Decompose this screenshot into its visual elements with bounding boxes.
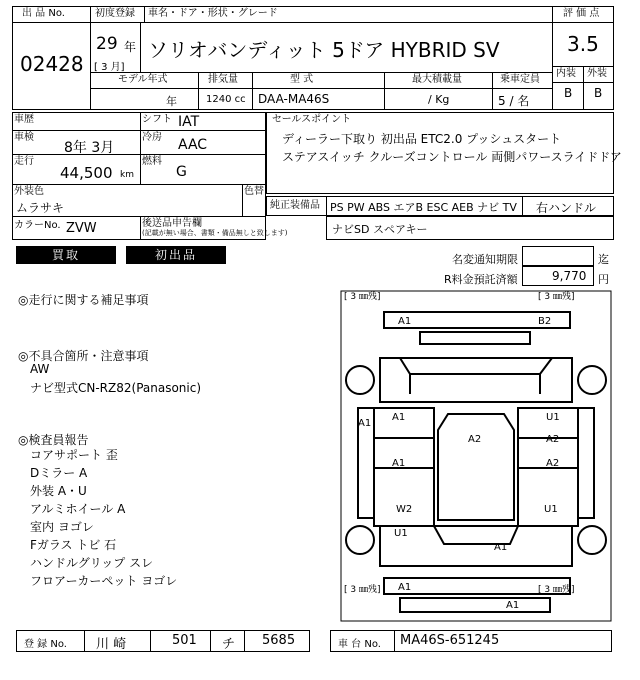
shift-label: シフト [142,114,172,125]
inspector-item: フロアーカーペット ヨゴレ [30,574,178,588]
lot-label: 出 品 No. [22,8,65,19]
driving-notes-title: ◎走行に関する補足事項 [18,293,149,307]
reg-label: 登 録 No. [24,639,67,650]
max-load-value: / Kg [428,93,450,106]
defect-item: AW [30,362,50,376]
right-rear-qtr-label: U1 [544,504,558,515]
inspector-title: ◎検査員報告 [18,433,89,447]
ac-label: 冷房 [142,132,162,143]
sales-point-line-2: ステアスイッチ クルーズコントロール 両側パワースライドドア [282,150,622,164]
left-rear-wheel-label: U1 [394,528,408,539]
first-reg-month: [ 3 月] [94,62,125,73]
car-name: ソリオバンディット 5ドア HYBRID SV [148,38,500,62]
max-load-label: 最大積載量 [412,74,462,85]
aftermarket-label: 後送品申告欄 [142,218,202,229]
rear-bumper-label: A1 [398,582,412,593]
inspection-value: 8年 3月 [64,140,115,156]
inspector-item: ハンドルグリップ スレ [30,556,154,570]
tire-label: [ 3 ㎜残] [538,292,575,302]
lot-number: 02428 [20,52,84,76]
chassis-label: 車 台 No. [338,639,381,650]
inspector-item: コアサポート 歪 [30,448,118,462]
car-name-label: 車名・ドア・形状・グレード [148,8,278,19]
inspector-item: 外装 A・U [30,484,87,498]
recycle-label: R料金預託済額 [444,273,518,286]
exterior-label: 外装 [587,68,607,79]
tire-label: [ 3 ㎜残] [538,585,575,595]
model-year-label: モデル年式 [118,74,168,85]
defects-title: ◎不具合箇所・注意事項 [18,349,149,363]
inspection-label: 車検 [14,132,34,143]
fuel-value: G [176,164,187,180]
capacity-label: 乗車定員 [500,74,540,85]
reg-place: 川 崎 [96,637,127,652]
inspector-item: 室内 ヨゴレ [30,520,94,534]
model-year-unit: 年 [166,95,177,108]
defect-item: ナビ型式CN-RZ82(Panasonic) [30,381,202,395]
interior-label: 内装 [556,68,576,79]
chassis-number: MA46S-651245 [400,633,500,648]
first-listing-badge: 初出品 [126,246,226,264]
fuel-label: 燃料 [142,156,162,167]
right-rear-door-label: A2 [546,458,560,469]
year-unit: 年 [124,40,137,54]
interior-grade: B [564,86,573,100]
std-equip-label: 純正装備品 [270,200,320,211]
color-no-label: カラーNo. [14,220,61,231]
reg-kana: チ [222,637,236,652]
recycle-value: 9,770 [552,269,587,283]
recycle-unit: 円 [598,273,609,286]
first-reg-label: 初度登録 [95,8,135,19]
score-value: 3.5 [567,32,599,56]
displacement-label: 排気量 [208,74,238,85]
left-rear-door-label: A1 [392,458,406,469]
steering-value: 右ハンドル [536,201,597,215]
reg-class: 501 [172,633,197,648]
rear-bumper-label: A1 [506,600,520,611]
front-bumper-label: A1 [398,316,412,327]
name-change-unit: 迄 [598,253,609,266]
front-bumper-label: B2 [538,316,552,327]
ext-color-value: ムラサキ [16,201,65,215]
left-rear-qtr-label: W2 [396,504,413,515]
history-label: 車歴 [14,114,34,125]
trunk-label: A1 [494,542,508,553]
std-equip-value: PS PW ABS エアB ESC AEB ナビ TV [330,201,517,214]
name-change-box [522,246,594,266]
left-fender-label: A1 [358,418,372,429]
mileage-value: 44,500 [60,164,113,182]
model-type-label: 型 式 [290,74,314,85]
aftermarket-note: (記載が無い場合、書類・備品無しと致します) [142,229,288,237]
roof-label: A2 [468,434,482,445]
ac-value: AAC [178,137,208,153]
aftermarket-value: ナビSD スペアキー [332,223,428,236]
reg-number: 5685 [262,633,296,648]
tire-label: [ 3 ㎜残] [344,292,381,302]
name-change-label: 名変通知期限 [452,253,518,266]
repaint-label: 色替 [244,186,264,197]
color-no-value: ZVW [66,221,97,236]
score-label: 評 価 点 [563,8,600,19]
mileage-label: 走行 [14,156,34,167]
model-type-value: DAA-MA46S [258,92,330,106]
exterior-grade: B [594,86,603,100]
car-damage-diagram [340,290,612,622]
right-front-door-label: A2 [546,434,560,445]
sales-point-line-1: ディーラー下取り 初出品 ETC2.0 プッシュスタート [282,132,562,146]
tire-label: [ 3 ㎜残] [344,585,381,595]
capacity-value: 5 / 名 [498,94,530,108]
mileage-unit: km [120,170,134,180]
left-front-door-label: A1 [392,412,406,423]
first-reg-year: 29 [96,34,118,54]
right-front-door-label: U1 [546,412,560,423]
inspector-item: アルミホイール A [30,502,126,516]
sales-point-label: セールスポイント [272,114,352,125]
displacement-value: 1240 cc [206,94,246,105]
ext-color-label: 外装色 [14,186,44,197]
inspector-item: Dミラー A [30,466,88,480]
shift-value: IAT [178,114,200,130]
inspector-item: Fガラス トビ 石 [30,538,117,552]
purchase-badge: 買取 [16,246,116,264]
